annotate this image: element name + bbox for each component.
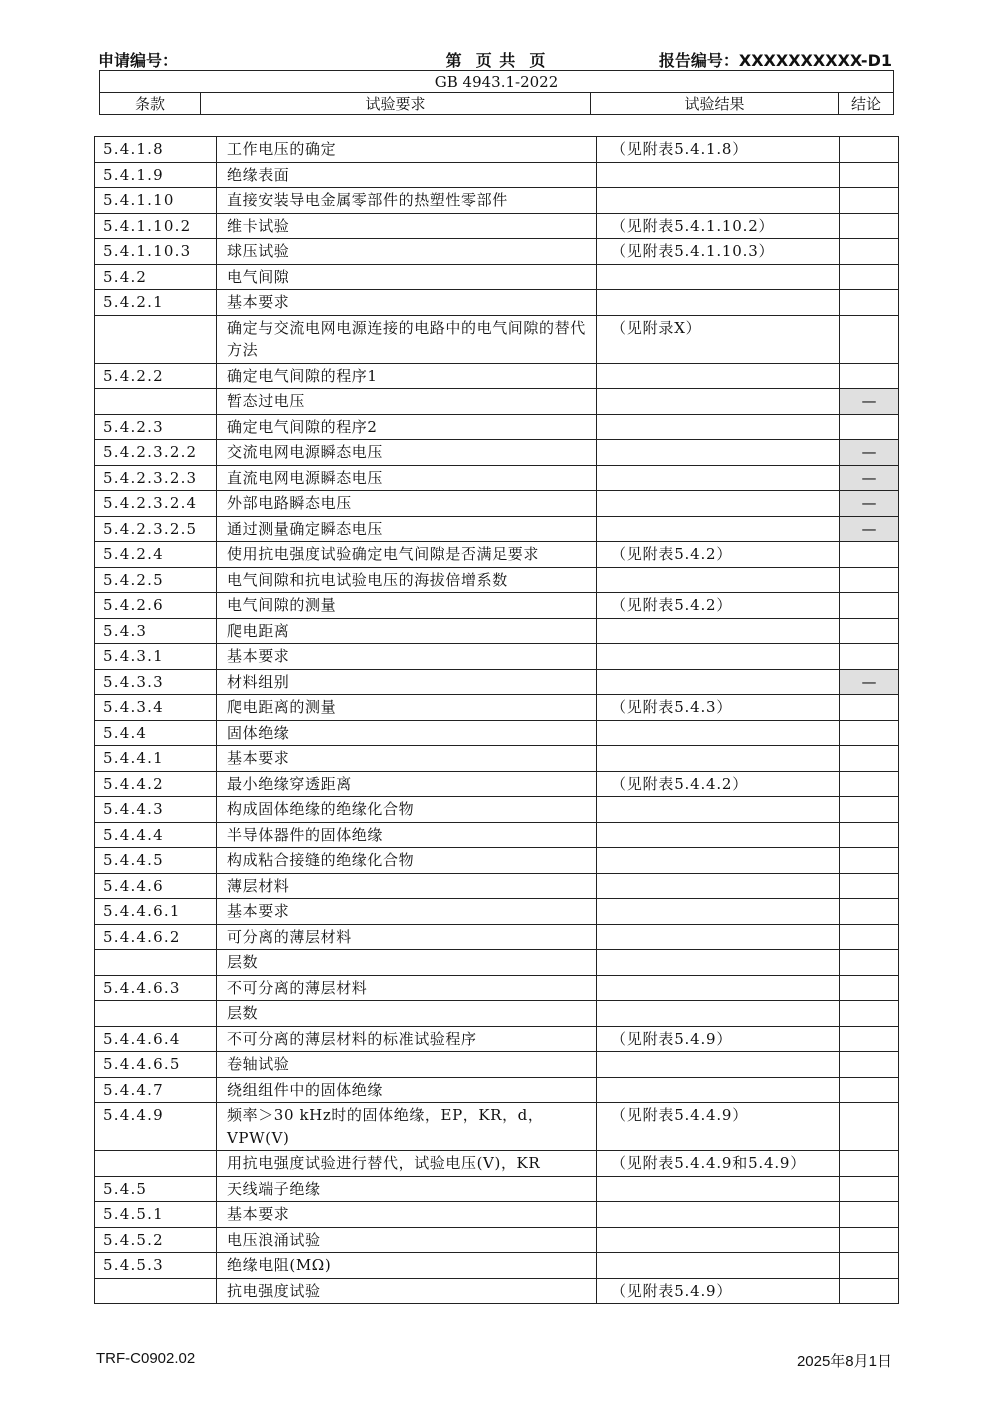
requirement-cell: 层数 [217, 950, 597, 976]
standard-number: GB 4943.1-2022 [100, 71, 894, 93]
table-row [95, 389, 899, 415]
requirement-cell: 交流电网电源瞬态电压 [217, 440, 597, 466]
result-cell [597, 720, 840, 746]
clause-cell: 5.4.3.4 [95, 695, 217, 721]
table-row [95, 950, 899, 976]
table-row [95, 363, 899, 389]
result-cell: （见附表5.4.4.9） [597, 1103, 840, 1151]
result-cell [597, 516, 840, 542]
table-row [95, 873, 899, 899]
clause-cell: 5.4.2.3 [95, 414, 217, 440]
requirement-cell: 用抗电强度试验进行替代，试验电压(V)，KR [217, 1151, 597, 1177]
result-cell [597, 1052, 840, 1078]
test-items-table [94, 136, 899, 1304]
table-row [95, 1026, 899, 1052]
conclusion-cell [840, 1052, 899, 1078]
clause-cell: 5.4.2.3.2.2 [95, 440, 217, 466]
conclusion-cell: — [840, 669, 899, 695]
conclusion-cell [840, 695, 899, 721]
clause-cell [95, 1151, 217, 1177]
table-row [95, 822, 899, 848]
conclusion-cell [840, 797, 899, 823]
clause-cell: 5.4.3.3 [95, 669, 217, 695]
column-header-clause: 条款 [100, 93, 201, 115]
table-row [95, 162, 899, 188]
table-row [95, 1052, 899, 1078]
table-row [95, 899, 899, 925]
clause-cell [95, 950, 217, 976]
result-cell: （见附表5.4.9） [597, 1026, 840, 1052]
result-cell [597, 1001, 840, 1027]
conclusion-cell [840, 213, 899, 239]
conclusion-cell [840, 315, 899, 363]
table-row [95, 1227, 899, 1253]
result-cell [597, 1077, 840, 1103]
requirement-cell: 基本要求 [217, 899, 597, 925]
requirement-cell: 直接安装导电金属零部件的热塑性零部件 [217, 188, 597, 214]
clause-cell: 5.4.3.1 [95, 644, 217, 670]
requirement-cell: 卷轴试验 [217, 1052, 597, 1078]
table-row [95, 414, 899, 440]
clause-cell: 5.4.2.2 [95, 363, 217, 389]
requirement-cell: 天线端子绝缘 [217, 1176, 597, 1202]
clause-cell [95, 389, 217, 415]
column-header-result: 试验结果 [591, 93, 839, 115]
requirement-cell: 确定与交流电网电源连接的电路中的电气间隙的替代方法 [217, 315, 597, 363]
result-cell [597, 1253, 840, 1279]
column-header-conclusion: 结论 [839, 93, 894, 115]
requirement-cell: 基本要求 [217, 644, 597, 670]
requirement-cell: 外部电路瞬态电压 [217, 491, 597, 517]
requirement-cell: 不可分离的薄层材料的标准试验程序 [217, 1026, 597, 1052]
clause-cell: 5.4.4.6 [95, 873, 217, 899]
result-cell [597, 414, 840, 440]
requirement-cell: 直流电网电源瞬态电压 [217, 465, 597, 491]
requirement-cell: 电压浪涌试验 [217, 1227, 597, 1253]
clause-cell: 5.4.3 [95, 618, 217, 644]
conclusion-cell [840, 975, 899, 1001]
result-cell [597, 1227, 840, 1253]
result-cell [597, 188, 840, 214]
conclusion-cell [840, 1026, 899, 1052]
result-cell [597, 797, 840, 823]
form-code: TRF-C0902.02 [96, 1350, 196, 1367]
clause-cell: 5.4.1.10.3 [95, 239, 217, 265]
form-date: 2025年8月1日 [796, 1353, 892, 1370]
conclusion-cell [840, 1227, 899, 1253]
table-row [95, 1151, 899, 1177]
table-row [95, 669, 899, 695]
result-cell: （见附表5.4.4.9和5.4.9） [597, 1151, 840, 1177]
requirement-cell: 基本要求 [217, 746, 597, 772]
clause-cell: 5.4.4.6.5 [95, 1052, 217, 1078]
conclusion-cell [840, 414, 899, 440]
table-row [95, 137, 899, 163]
result-cell [597, 1202, 840, 1228]
conclusion-cell [840, 1176, 899, 1202]
requirement-cell: 球压试验 [217, 239, 597, 265]
table-row [95, 213, 899, 239]
clause-cell: 5.4.4.4 [95, 822, 217, 848]
result-cell [597, 822, 840, 848]
result-cell [597, 264, 840, 290]
conclusion-cell [840, 848, 899, 874]
requirement-cell: 爬电距离的测量 [217, 695, 597, 721]
requirement-cell: 绝缘表面 [217, 162, 597, 188]
table-row [95, 1176, 899, 1202]
result-cell [597, 162, 840, 188]
requirement-cell: 基本要求 [217, 290, 597, 316]
clause-cell: 5.4.5.3 [95, 1253, 217, 1279]
table-row [95, 975, 899, 1001]
requirement-cell: 暂态过电压 [217, 389, 597, 415]
table-row [95, 188, 899, 214]
conclusion-cell: — [840, 491, 899, 517]
clause-cell: 5.4.2.3.2.5 [95, 516, 217, 542]
table-row [95, 1001, 899, 1027]
application-number-label: 申请编号： [98, 51, 179, 70]
requirement-cell: 构成固体绝缘的绝缘化合物 [217, 797, 597, 823]
result-cell: （见附表5.4.9） [597, 1278, 840, 1304]
conclusion-cell [840, 924, 899, 950]
table-row [95, 1202, 899, 1228]
table-row [95, 618, 899, 644]
conclusion-cell [840, 720, 899, 746]
result-cell [597, 924, 840, 950]
result-cell [597, 644, 840, 670]
requirement-cell: 固体绝缘 [217, 720, 597, 746]
requirement-cell: 确定电气间隙的程序1 [217, 363, 597, 389]
conclusion-cell [840, 950, 899, 976]
conclusion-cell [840, 1001, 899, 1027]
conclusion-cell [840, 1278, 899, 1304]
clause-cell: 5.4.1.9 [95, 162, 217, 188]
table-row [95, 315, 899, 363]
table-row [95, 1103, 899, 1151]
table-row [95, 771, 899, 797]
requirement-cell: 电气间隙和抗电试验电压的海拔倍增系数 [217, 567, 597, 593]
clause-cell: 5.4.1.8 [95, 137, 217, 163]
header-table [99, 70, 894, 115]
requirement-cell: 可分离的薄层材料 [217, 924, 597, 950]
result-cell [597, 567, 840, 593]
clause-cell: 5.4.2.3.2.4 [95, 491, 217, 517]
conclusion-cell [840, 873, 899, 899]
table-row [95, 720, 899, 746]
clause-cell: 5.4.4.2 [95, 771, 217, 797]
table-row [95, 290, 899, 316]
table-row [95, 593, 899, 619]
clause-cell: 5.4.2.1 [95, 290, 217, 316]
clause-cell: 5.4.4.7 [95, 1077, 217, 1103]
clause-cell: 5.4.2 [95, 264, 217, 290]
result-cell [597, 950, 840, 976]
clause-cell: 5.4.4.6.3 [95, 975, 217, 1001]
report-number: 报告编号：XXXXXXXXXX-D1 [658, 51, 892, 70]
table-row [95, 567, 899, 593]
clause-cell: 5.4.4.6.1 [95, 899, 217, 925]
requirement-cell: 确定电气间隙的程序2 [217, 414, 597, 440]
table-row [95, 797, 899, 823]
conclusion-cell [840, 593, 899, 619]
result-cell: （见附表5.4.1.10.2） [597, 213, 840, 239]
clause-cell: 5.4.4.6.2 [95, 924, 217, 950]
table-row [95, 848, 899, 874]
requirement-cell: 构成粘合接缝的绝缘化合物 [217, 848, 597, 874]
conclusion-cell [840, 1151, 899, 1177]
conclusion-cell: — [840, 440, 899, 466]
conclusion-cell: — [840, 465, 899, 491]
conclusion-cell [840, 1077, 899, 1103]
result-cell [597, 363, 840, 389]
table-row [95, 1253, 899, 1279]
requirement-cell: 薄层材料 [217, 873, 597, 899]
result-cell: （见附表5.4.3） [597, 695, 840, 721]
result-cell [597, 491, 840, 517]
clause-cell: 5.4.4.9 [95, 1103, 217, 1151]
table-row [95, 542, 899, 568]
conclusion-cell [840, 1253, 899, 1279]
result-cell [597, 290, 840, 316]
clause-cell: 5.4.1.10.2 [95, 213, 217, 239]
table-row [95, 1278, 899, 1304]
result-cell: （见附表5.4.4.2） [597, 771, 840, 797]
result-cell [597, 389, 840, 415]
clause-cell: 5.4.4.1 [95, 746, 217, 772]
requirement-cell: 抗电强度试验 [217, 1278, 597, 1304]
table-row [95, 491, 899, 517]
requirement-cell: 使用抗电强度试验确定电气间隙是否满足要求 [217, 542, 597, 568]
result-cell: （见附表5.4.1.10.3） [597, 239, 840, 265]
table-row [95, 239, 899, 265]
requirement-cell: 频率＞30 kHz时的固体绝缘，EP，KR，d，VPW(V) [217, 1103, 597, 1151]
requirement-cell: 爬电距离 [217, 618, 597, 644]
result-cell: （见附表5.4.2） [597, 542, 840, 568]
requirement-cell: 基本要求 [217, 1202, 597, 1228]
table-row [95, 264, 899, 290]
conclusion-cell [840, 1103, 899, 1151]
clause-cell: 5.4.5.2 [95, 1227, 217, 1253]
conclusion-cell [840, 1202, 899, 1228]
requirement-cell: 电气间隙 [217, 264, 597, 290]
requirement-cell: 绕组组件中的固体绝缘 [217, 1077, 597, 1103]
conclusion-cell [840, 771, 899, 797]
requirement-cell: 最小绝缘穿透距离 [217, 771, 597, 797]
clause-cell: 5.4.1.10 [95, 188, 217, 214]
result-cell: （见附录X） [597, 315, 840, 363]
conclusion-cell [840, 899, 899, 925]
clause-cell: 5.4.5.1 [95, 1202, 217, 1228]
result-cell [597, 618, 840, 644]
table-row [95, 644, 899, 670]
clause-cell [95, 1278, 217, 1304]
requirement-cell: 绝缘电阻(MΩ) [217, 1253, 597, 1279]
page-count: 第 页 共 页 [445, 51, 547, 70]
clause-cell: 5.4.2.6 [95, 593, 217, 619]
table-row [95, 465, 899, 491]
conclusion-cell [840, 567, 899, 593]
table-row [95, 1077, 899, 1103]
requirement-cell: 材料组别 [217, 669, 597, 695]
table-row [95, 440, 899, 466]
table-row [95, 746, 899, 772]
requirement-cell: 电气间隙的测量 [217, 593, 597, 619]
requirement-cell: 层数 [217, 1001, 597, 1027]
result-cell [597, 440, 840, 466]
conclusion-cell [840, 290, 899, 316]
column-header-requirement: 试验要求 [201, 93, 591, 115]
result-cell [597, 669, 840, 695]
result-cell [597, 746, 840, 772]
requirement-cell: 半导体器件的固体绝缘 [217, 822, 597, 848]
table-row [95, 516, 899, 542]
result-cell: （见附表5.4.2） [597, 593, 840, 619]
clause-cell [95, 315, 217, 363]
clause-cell: 5.4.2.4 [95, 542, 217, 568]
conclusion-cell [840, 239, 899, 265]
clause-cell [95, 1001, 217, 1027]
clause-cell: 5.4.2.3.2.3 [95, 465, 217, 491]
result-cell: （见附表5.4.1.8） [597, 137, 840, 163]
table-row [95, 924, 899, 950]
clause-cell: 5.4.5 [95, 1176, 217, 1202]
result-cell [597, 975, 840, 1001]
conclusion-cell [840, 162, 899, 188]
result-cell [597, 873, 840, 899]
conclusion-cell [840, 644, 899, 670]
conclusion-cell [840, 542, 899, 568]
result-cell [597, 1176, 840, 1202]
conclusion-cell [840, 137, 899, 163]
clause-cell: 5.4.4.3 [95, 797, 217, 823]
conclusion-cell [840, 363, 899, 389]
result-cell [597, 848, 840, 874]
clause-cell: 5.4.4.6.4 [95, 1026, 217, 1052]
requirement-cell: 工作电压的确定 [217, 137, 597, 163]
result-cell [597, 465, 840, 491]
requirement-cell: 通过测量确定瞬态电压 [217, 516, 597, 542]
conclusion-cell [840, 264, 899, 290]
conclusion-cell [840, 746, 899, 772]
clause-cell: 5.4.2.5 [95, 567, 217, 593]
result-cell [597, 899, 840, 925]
clause-cell: 5.4.4 [95, 720, 217, 746]
conclusion-cell: — [840, 516, 899, 542]
requirement-cell: 不可分离的薄层材料 [217, 975, 597, 1001]
clause-cell: 5.4.4.5 [95, 848, 217, 874]
conclusion-cell [840, 618, 899, 644]
conclusion-cell [840, 822, 899, 848]
requirement-cell: 维卡试验 [217, 213, 597, 239]
conclusion-cell [840, 188, 899, 214]
conclusion-cell: — [840, 389, 899, 415]
table-row [95, 695, 899, 721]
